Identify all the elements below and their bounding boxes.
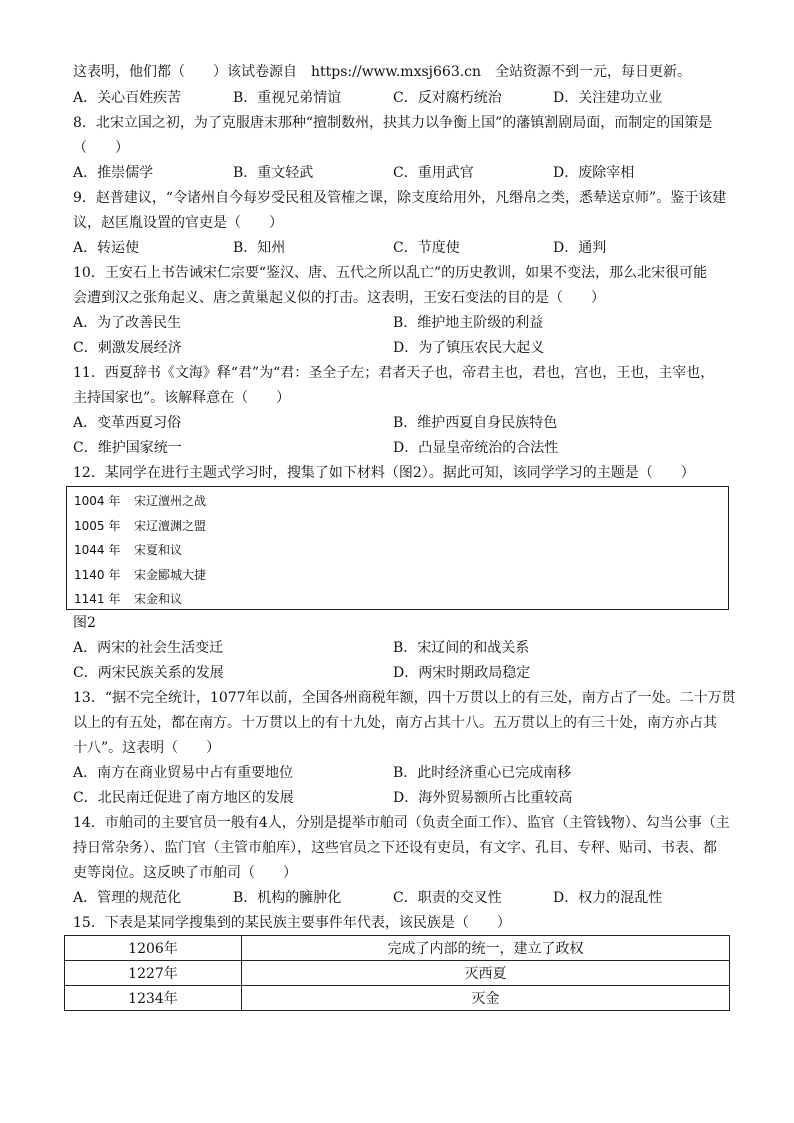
q15-stem: 15．下表是某同学搜集到的某民族主要事件年代表，该民族是（ ）	[73, 915, 511, 931]
q11-option-c[interactable]: C．维护国家统一	[73, 440, 182, 456]
event-desc: 灭金	[242, 986, 730, 1011]
material-event: 宋金和议	[134, 592, 183, 606]
q8-option-d[interactable]: D．废除宰相	[553, 165, 635, 181]
material-row	[74, 542, 182, 558]
q10-option-a[interactable]: A．为了改善民生	[73, 315, 182, 331]
material-year: 1141 年	[74, 592, 121, 606]
q9-option-b[interactable]: B．知州	[233, 240, 286, 256]
q13-option-c[interactable]: C．北民南迁促进了南方地区的发展	[73, 790, 294, 806]
q8-stem: 8．北宋立国之初，为了克服唐末那种“擅制数州，抉其力以争衡上国”的藩镇割剧局面，而制定的国策是	[73, 115, 713, 131]
material-row	[74, 493, 206, 509]
q13-stem: 13．“据不完全统计，1077年以前，全国各州商税年额，四十万贯以上的有三处，南方占了一处。二十万贯	[73, 690, 736, 706]
q13-stem-cont: 十八”。这表明（ ）	[73, 740, 221, 756]
event-desc: 完成了内部的统一，建立了政权	[242, 936, 730, 961]
q9-option-a[interactable]: A．转运使	[73, 240, 140, 256]
q14-stem: 14．市舶司的主要官员一般有4人，分别是提举市舶司（负责全面工作）、监官（主管钱物）、勾当公事（主	[73, 815, 730, 831]
q14-stem-cont: 持日常杂务）、监门官（主管市舶库），这些官员之下还设有吏员，有文字、孔目、专秤、贴司、书表、都	[73, 840, 717, 856]
q10-stem: 10．王安石上书告诫宋仁宗要“鉴汉、唐、五代之所以乱亡”的历史教训，如果不变法，那么北宋很可能	[73, 265, 708, 281]
q10-option-d[interactable]: D．为了镇压农民大起义	[393, 340, 545, 356]
material-year: 1044 年	[74, 543, 121, 557]
material-event: 宋金郾城大捷	[134, 568, 207, 582]
q13-stem-cont: 以上的有五处，都在南方。十万贯以上的有十九处，南方占其十八。五万贯以上的有三十处，南方亦占其	[73, 715, 717, 731]
material-year: 1140 年	[74, 568, 121, 582]
q11-option-d[interactable]: D．凸显皇帝统治的合法性	[393, 440, 559, 456]
q9-stem: 9．赵普建议，“令诸州自今每岁受民租及管榷之课，除支度给用外，凡缗帛之类，悉辇送京师”。鉴于该建	[73, 190, 727, 206]
material-event: 宋辽澶州之战	[134, 494, 207, 508]
q8-option-c[interactable]: C．重用武官	[393, 165, 474, 181]
figure-caption: 图2	[73, 615, 96, 631]
material-year: 1004 年	[74, 494, 121, 508]
material-row	[74, 567, 206, 583]
q13-option-b[interactable]: B．此时经济重心已完成南移	[393, 765, 572, 781]
q10-stem-cont: 会遭到汉之张角起义、唐之黄巢起义似的打击。这表明，王安石变法的目的是（ ）	[73, 290, 605, 306]
material-year: 1005 年	[74, 519, 121, 533]
q12-option-c[interactable]: C．两宋民族关系的发展	[73, 665, 224, 681]
q9-option-d[interactable]: D．通判	[553, 240, 607, 256]
material-box	[66, 486, 729, 610]
q7-option-a[interactable]: A．关心百姓疾苦	[73, 90, 182, 106]
material-row	[74, 591, 182, 607]
q13-option-a[interactable]: A．南方在商业贸易中占有重要地位	[73, 765, 294, 781]
material-event: 宋辽澶渊之盟	[134, 519, 207, 533]
material-row	[74, 518, 206, 534]
q12-option-d[interactable]: D．两宋时期政局稳定	[393, 665, 531, 681]
events-table	[64, 935, 730, 1011]
event-desc: 灭西夏	[242, 961, 730, 986]
q8-option-a[interactable]: A．推崇儒学	[73, 165, 154, 181]
q11-option-a[interactable]: A．变革西夏习俗	[73, 415, 182, 431]
q8-stem-cont: （ ）	[73, 140, 129, 156]
line-q7-tail: 这表明，他们都（ ）该试卷源自 https://www.mxsj663.cn 全站资源不到一元，每日更新。	[73, 64, 692, 80]
q14-stem-cont: 吏等岗位。这反映了市舶司（ ）	[73, 865, 297, 881]
q7-option-c[interactable]: C．反对腐朽统治	[393, 90, 502, 106]
q9-stem-cont: 议，赵匡胤设置的官吏是（ ）	[73, 215, 283, 231]
q10-option-b[interactable]: B．维护地主阶级的利益	[393, 315, 544, 331]
q14-option-b[interactable]: B．机构的臃肿化	[233, 890, 342, 906]
q12-stem: 12．某同学在进行主题式学习时，搜集了如下材料（图2）。据此可知，该同学学习的主题是（ ）	[73, 465, 695, 481]
table-row	[65, 986, 730, 1011]
q14-option-c[interactable]: C．职责的交叉性	[393, 890, 502, 906]
q14-option-a[interactable]: A．管理的规范化	[73, 890, 182, 906]
q7-option-b[interactable]: B．重视兄弟情谊	[233, 90, 342, 106]
q12-option-b[interactable]: B．宋辽间的和战关系	[393, 640, 530, 656]
material-event: 宋夏和议	[134, 543, 183, 557]
q14-option-d[interactable]: D．权力的混乱性	[553, 890, 663, 906]
q12-option-a[interactable]: A．两宋的社会生活变迁	[73, 640, 224, 656]
q7-option-d[interactable]: D．关注建功立业	[553, 90, 663, 106]
q11-stem-cont: 主持国家也”。该解释意在（ ）	[73, 390, 291, 406]
table-row	[65, 936, 730, 961]
table-row	[65, 961, 730, 986]
q11-option-b[interactable]: B．维护西夏自身民族特色	[393, 415, 558, 431]
event-year: 1227年	[65, 961, 242, 986]
event-year: 1206年	[65, 936, 242, 961]
event-year: 1234年	[65, 986, 242, 1011]
q8-option-b[interactable]: B．重文轻武	[233, 165, 314, 181]
q10-option-c[interactable]: C．刺激发展经济	[73, 340, 182, 356]
q11-stem: 11．西夏辞书《文海》释“君”为“君：圣全子左；君者天子也，帝君主也，君也，宫也，王也，主宰也，	[73, 365, 715, 381]
q9-option-c[interactable]: C．节度使	[393, 240, 460, 256]
q13-option-d[interactable]: D．海外贸易额所占比重较高	[393, 790, 573, 806]
